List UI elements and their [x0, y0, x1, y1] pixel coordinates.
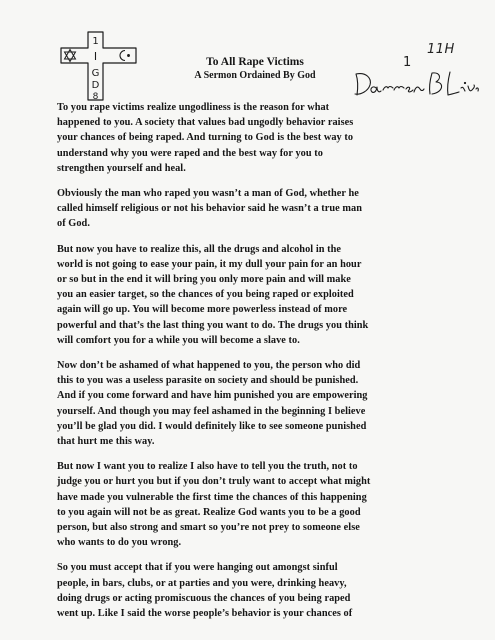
- cross-symbol-drawing: [58, 30, 140, 102]
- text-line: or so but in the end it will bring you only more pain and will make: [57, 274, 351, 286]
- text-line: you’ll be glad you did. I would definitely like to see someone punished: [57, 420, 367, 432]
- paragraph: [57, 560, 487, 621]
- text-line: who wants to do you wrong.: [57, 537, 182, 549]
- text-line: will comfort you for a while you will become a slave to.: [57, 334, 300, 346]
- text-line: went up. Like I said the worse people’s behavior is your chances of: [57, 608, 353, 620]
- text-line: But now I want you to realize I also have to tell you the truth, not to: [57, 461, 358, 473]
- paragraph: [57, 100, 487, 176]
- text-line: powerful and that’s the last thing you want to do. The drugs you think: [57, 319, 369, 331]
- cross-letter: G: [91, 68, 100, 79]
- text-line: person, but also strong and smart so you’re not prey to someone else: [57, 522, 360, 534]
- paragraph: [57, 459, 487, 550]
- text-line: world is not going to ease your pain, it my dull your pain for an hour: [57, 258, 362, 270]
- cross-letter: 1: [92, 36, 99, 47]
- text-line: to you again will not be as great. Realize God wants you to be a good: [57, 506, 361, 518]
- document-subtitle: A Sermon Ordained By God: [194, 70, 316, 81]
- text-line: happened to you. A society that values bad ungodly behavior raises: [57, 117, 354, 129]
- text-line: people, in bars, clubs, or at parties and you were, drinking heavy,: [57, 577, 347, 589]
- title-block: [150, 55, 360, 83]
- text-line: again will go up. You will become more powerless instead of more: [57, 304, 348, 316]
- text-line: understand why you were raped and the best way for you to: [57, 147, 323, 159]
- handwritten-corner-mark: 11H: [427, 42, 455, 57]
- cross-letter: I: [93, 50, 98, 63]
- text-line: strengthen yourself and heal.: [57, 162, 186, 174]
- crescent-star-icon: [120, 51, 129, 61]
- text-line: But now you have to realize this, all the drugs and alcohol in the: [57, 243, 342, 255]
- text-line: yourself. And though you may feel ashamed in the beginning I believe: [57, 405, 366, 417]
- text-line: you an easier target, so the chances of you being raped or exploited: [57, 289, 354, 301]
- cross-letter: 8: [92, 92, 99, 102]
- handwritten-page-number: 1: [403, 55, 412, 70]
- text-line: To you rape victims realize ungodliness is the reason for what: [57, 102, 330, 113]
- sermon-body: [57, 100, 487, 631]
- text-line: this to you was a useless parasite on society and should be punished.: [57, 375, 359, 387]
- paragraph: [57, 186, 487, 232]
- text-line: And if you come forward and have him punished you are empowering: [57, 390, 368, 402]
- handwritten-signature: [352, 68, 480, 98]
- star-of-david-icon: [65, 50, 76, 62]
- cross-letter: D: [91, 80, 100, 91]
- paragraph: [57, 358, 487, 449]
- text-line: have made you vulnerable the first time the chances of this happening: [57, 491, 367, 503]
- text-line: So you must accept that if you were hanging out amongst sinful: [57, 562, 338, 574]
- text-line: that hurt me this way.: [57, 436, 155, 448]
- text-line: of God.: [57, 218, 90, 230]
- text-line: your chances of being raped. And turning to God is the best way to: [57, 132, 354, 144]
- text-line: judge you or hurt you but if you don’t truly want to accept what might: [57, 476, 371, 488]
- text-line: called himself religious or not his behavior said he wasn’t a true man: [57, 203, 362, 215]
- text-line: Now don’t be ashamed of what happened to you, the person who did: [57, 360, 361, 372]
- paragraph: [57, 242, 487, 348]
- text-line: doing drugs or acting promiscuous the chances of you being raped: [57, 592, 351, 604]
- text-line: Obviously the man who raped you wasn’t a man of God, whether he: [57, 188, 359, 200]
- document-title: To All Rape Victims: [206, 56, 304, 68]
